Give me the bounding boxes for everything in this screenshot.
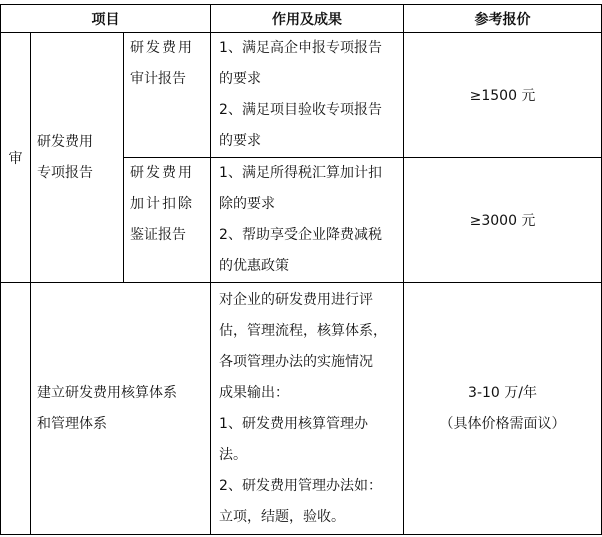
audit-group-label: [1, 33, 31, 283]
price-value: ≥3000 元: [469, 213, 536, 229]
sub-item-deduction-report: [124, 158, 211, 283]
sub-item-audit-report: [124, 33, 211, 158]
effect-line: 2、研发费用管理办法如：: [219, 477, 382, 494]
effect-line: 1、满足所得税汇算加计扣: [219, 165, 382, 181]
price-deduction-report: [404, 158, 602, 283]
effect-line: 成果输出：: [219, 384, 290, 401]
table-header-row: [1, 5, 602, 33]
header-price: 参考报价: [404, 5, 602, 33]
price-value: 3-10 万/年: [468, 384, 537, 401]
sub-item-line: 审计报告: [130, 71, 186, 87]
sub-item-line: 加计扣除: [130, 196, 194, 212]
effect-line: 立项，结题，验收。: [219, 508, 346, 525]
effect-line: 的优惠政策: [219, 258, 290, 274]
system-item-cell: [31, 283, 211, 535]
sub-item-line: 研发费用: [130, 165, 194, 181]
effect-line: 1、满足高企申报专项报告: [219, 40, 382, 56]
effect-line: 的要求: [219, 133, 262, 149]
audit-category-line1: 研发费用: [37, 133, 93, 150]
service-pricing-table: [0, 4, 602, 535]
empty-label-cell: [1, 283, 31, 535]
effect-line: 对企业的研发费用进行评: [219, 291, 374, 308]
effect-line: 的要求: [219, 71, 262, 87]
table-row: [1, 283, 602, 535]
effect-line: 除的要求: [219, 196, 276, 212]
sub-item-line: 研发费用: [130, 40, 194, 56]
effect-line: 各项管理办法的实施情况: [219, 353, 374, 370]
system-item-line: 和管理体系: [37, 415, 107, 432]
price-value: ≥1500 元: [469, 88, 536, 104]
header-item: 项目: [1, 5, 211, 33]
price-system: [404, 283, 602, 535]
effect-line: 2、满足项目验收专项报告: [219, 102, 382, 118]
effect-audit-report: [211, 33, 404, 158]
price-audit-report: [404, 33, 602, 158]
audit-category-cell: [31, 33, 124, 283]
effect-line: 2、帮助享受企业降费减税: [219, 227, 382, 243]
price-note: （具体价格需面议）: [439, 415, 566, 432]
effect-system: [211, 283, 404, 535]
audit-category-line2: 专项报告: [37, 164, 93, 181]
header-effect: 作用及成果: [211, 5, 404, 33]
effect-line: 1、研发费用核算管理办: [219, 415, 368, 432]
effect-line: 法。: [219, 446, 248, 463]
audit-group-label-text: 审: [8, 150, 23, 167]
effect-deduction-report: [211, 158, 404, 283]
system-item-line: 建立研发费用核算体系: [37, 384, 177, 401]
effect-line: 估，管理流程，核算体系，: [219, 322, 388, 339]
sub-item-line: 鉴证报告: [130, 227, 186, 243]
table-row: [1, 33, 602, 158]
